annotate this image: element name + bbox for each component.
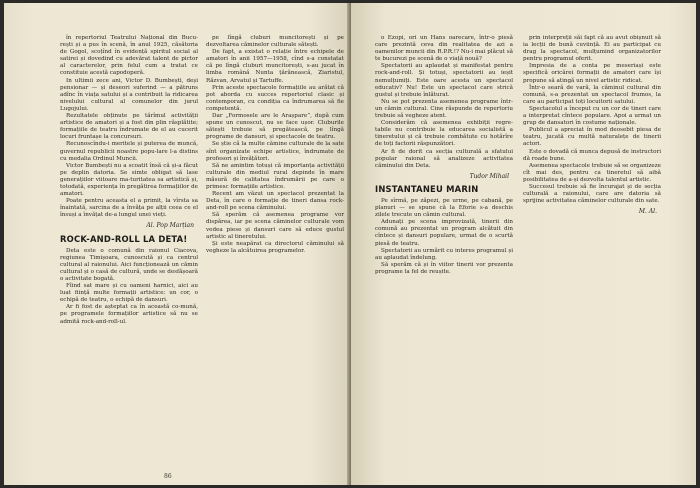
paragraph: Nu se pot prezenta asemenea programe într-un cămin cultural. Cine răspunde de repertoriu trebuie să vegheze atent. bbox=[375, 98, 513, 120]
paragraph: Să sperăm că și în viitor tinerii vor prezenta programe la fel de reușite. bbox=[375, 261, 513, 275]
paragraph: în repertoriul Teatrului Național din Bucu-rești și a pus în scenă, în anul 1925, căsătoria de Gogol, scoțînd în evidență spiritul social al satirei și dovedind cu adevărat talent de pictor al caracterelor, prin felul cum a tratat ce constituie acestă capodoperă. bbox=[60, 35, 198, 77]
paragraph: pe lîngă cluburi muncitorești și pe dezvoltarea căminelor culturale sătești. bbox=[206, 35, 344, 49]
right-page-col2 bbox=[523, 35, 661, 219]
signature: Al. Pop Marțian bbox=[146, 222, 194, 230]
paragraph: Este o dovadă că munca depusă de instructori dă roade bune. bbox=[523, 148, 661, 162]
paragraph: Prin aceste spectacole formațiile au arătat că pot aborda cu succes repertoriul clasic și contemporan, cu condiția ca îndrumarea să fie competentă. bbox=[206, 84, 344, 112]
left-page bbox=[4, 3, 350, 485]
right-page-col1 bbox=[375, 35, 513, 276]
paragraph: Deta este o comună din raionul Ciacova, regiunea Timișoara, cunoscută și ca centrul cultural al raionului. Aici funcționează un cămin cultural și o casă de cultură, unde se desfășoară o activitate bogată. bbox=[60, 247, 198, 282]
left-page-col1 bbox=[60, 35, 198, 326]
paragraph: Să ne amintim totuși că importanța activității culturale din mediul rural depinde în mare măsură de calitatea îndrumării pe care o primesc formațiile artistice. bbox=[206, 162, 344, 190]
paragraph: Spectacolul a început cu un cor de tineri care a interpretat cîntece populare. Apoi a urmat un grup de dansatori în costume naționale. bbox=[523, 105, 661, 127]
paragraph: Considerăm că asemenea exhibiții regre-tabile nu contribuie la educarea socialistă a tineretului și că trebuie combătute cu hotărîre de toți factorii răspunzători. bbox=[375, 120, 513, 148]
paragraph: Pe sîrmă, pe zăpezi, pe urme, pe cabană, pe planuri — se spune că la Eforie s-a deschis zilele trecute un cămin cultural. bbox=[375, 197, 513, 219]
paragraph: Victor Bumbești nu a scoatit însă că și-a făcut pe deplin datoria. Se simte obligat să lase generațiilor viitoare ma-turitatea sa artistică și, totodată, experiența în pregătirea formațiilor de amatori. bbox=[60, 162, 198, 198]
book-spread bbox=[4, 3, 696, 485]
article-heading: ROCK-AND-ROLL LA DETA! bbox=[60, 233, 188, 244]
page-number: 86 bbox=[164, 473, 172, 480]
paragraph: Publicul a apreciat în mod deosebit piesa de teatru, jucată cu multă naturalețe de tinerii actori. bbox=[523, 127, 661, 148]
paragraph: Se știe că la multe cămine culturale de la sate sînt organizate echipe artistice, îndrumate de profesori și învățători. bbox=[206, 141, 344, 162]
paragraph: Fîind sat mare și cu oameni harnici, aici au luat ființă multe formații artistice: un cor, o echipă de teatru, o echipă de dansuri. bbox=[60, 283, 198, 304]
paragraph: Recent am văzut un spectacol prezentat la Deta, în care o formație de tineri dansa rock-and-roll pe scena căminului. bbox=[206, 191, 344, 212]
article-heading: INSTANTANEU MARIN bbox=[375, 183, 479, 194]
paragraph: Să sperăm că asemenea programe vor dispărea, iar pe scena căminelor culturale vom vedea piese și dansuri care să educe gustul artistic al tineretului. bbox=[206, 212, 344, 240]
signature: M. Al. bbox=[638, 208, 657, 216]
signature: Tudor Mihail bbox=[469, 172, 509, 180]
paragraph: Ar fi de dorit ca secția culturală a sfatului popular raional să analizeze activitatea căminului din Deta. bbox=[375, 148, 513, 169]
paragraph: Spectatorii au aplaudat și manifestat pentru rock-and-roll. Și totuși, spectatorii au ieșit nemulțumiți. Este oare acesta un spectacol educativ? Nu! Este un spectacol care strică gustul și trebuie înlăturat. bbox=[375, 63, 513, 98]
col1-body bbox=[60, 35, 198, 219]
paragraph: Rezultatele obținute pe tărîmul activității artistice de amatori și a fost din plin răsplătite; formațiile de teatru îndrumate de el au cucerit locuri fruntașe la concursuri. bbox=[60, 113, 198, 141]
paragraph: o Ezopi, ori un Hans oarecare, într-o piesă care prezintă ceva din realitatea de azi a oamenilor muncii din R.P.R.!? Nu-i mai plăcut să te bucurezi pe scenă de o viață nouă? bbox=[375, 35, 513, 63]
paragraph: Succesul trebuie să fie încurajat și de secția culturală a raionului, care are datoria să sprijine activitatea căminelor culturale din sate. bbox=[523, 183, 661, 205]
paragraph: Spectatorii au urmărit cu interes programul și au aplaudat îndelung. bbox=[375, 247, 513, 261]
paragraph: Ar fi fost de așteptat ca în această co-mună, pe programele formațiilor artistice să nu se admită rock-and-roll-ul. bbox=[60, 304, 198, 325]
left-page-col2 bbox=[206, 35, 344, 255]
paragraph: Dar „Formosele are le Arașpare”, după cum spune un cunoscut, nu se face ușor. Cluburile sătești trebuie să pregătească, pe lîngă programe de dansuri, și spectacole de teatru. bbox=[206, 113, 344, 141]
paragraph: De fapt, a existat o relație între echipele de amatori în anii 1957—1958, cînd s-a constatat că pe lîngă cluburi muncitorești, s-au jucat în limba română Nunta țărănească, Ziaristul, Răzvan, Arvatul și Tartuffe. bbox=[206, 49, 344, 84]
paragraph: In ultimii zece ani, Victor D. Bumbești, deși pensionar — și deseori suferind — a pătruns adînc în viața satului și a contribuit la ridicarea nivelului cultural al comunelor din jurul Lugojului. bbox=[60, 77, 198, 112]
paragraph: Impresia de a conta pe meseriași este specifică oricărei formații de amatori care își propune să atingă un nivel artistic ridicat. bbox=[523, 63, 661, 84]
right-page bbox=[351, 3, 696, 485]
paragraph: Într-o seară de vară, la căminul cultural din comună, s-a prezentat un spectacol frumos, la care au participat toți locuitorii satului. bbox=[523, 84, 661, 105]
paragraph: Și este neapărat ca directorul căminului să vegheze la alcătuirea programelor. bbox=[206, 240, 344, 254]
paragraph: Adunați pe scena improvizată, tinerii din comună au prezentat un program alcătuit din cîntece și dansuri populare, urmat de o scurtă piesă de teatru. bbox=[375, 219, 513, 247]
paragraph: prin interpreții săi fapt că au avut obișnuit să ia lecții de bună cuviință. Ei au participat cu drag la spectacol, mulțumind organizatorilor pentru programul oferit. bbox=[523, 35, 661, 63]
paragraph: Poate pentru aceasta el a primit, la vîrsta sa înaintată, sarcina de a învăța pe alții ceea ce el însuși a învățat de-a lungul unei vieți. bbox=[60, 198, 198, 219]
paragraph: Asemenea spectacole trebuie să se organizeze cît mai des, pentru ca tineretul să aibă posibilitatea de a-și dezvolta talentul artistic. bbox=[523, 162, 661, 183]
paragraph: Recunoscîndu-i meritele și puterea de muncă, guvernul republicii noastre popu-lare l-a distins cu medalia Ordinul Muncii. bbox=[60, 141, 198, 162]
